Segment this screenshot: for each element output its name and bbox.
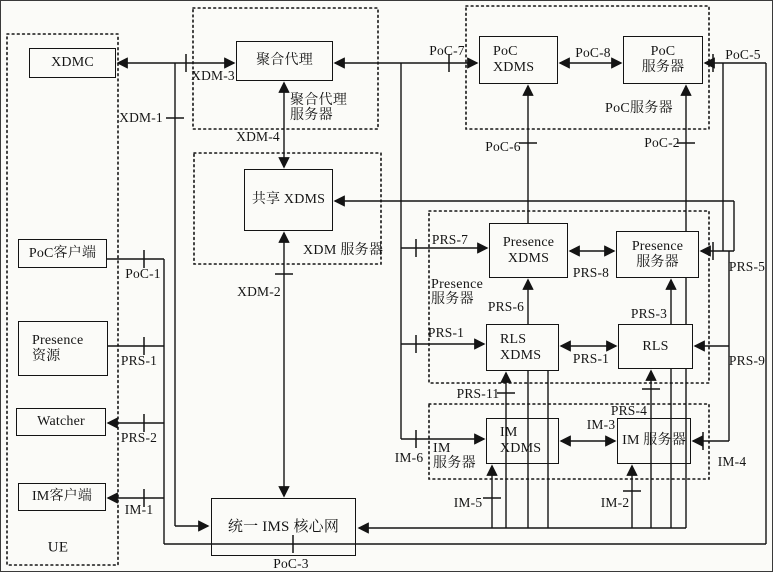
- iface-label-prs-1-left: PRS-1: [427, 325, 465, 340]
- iface-label-prs-2: PRS-2: [120, 430, 158, 445]
- box-rls-label: RLS: [642, 338, 669, 354]
- box-presence-server: [616, 231, 699, 278]
- iface-label-poc-5: PoC-5: [725, 47, 761, 62]
- iface-label-xdm-1: XDM-1: [119, 110, 163, 125]
- box-presence-xdms: [489, 223, 568, 278]
- iface-label-im-5: IM-5: [453, 495, 483, 510]
- iface-label-prs-8: PRS-8: [572, 265, 610, 280]
- iface-label-im-6: IM-6: [394, 450, 424, 465]
- group-label-xdm-server: XDM 服务器: [303, 243, 384, 258]
- box-ims-core-label: 统一 IMS 核心网: [227, 518, 340, 535]
- group-label-presence-server: Presence 服务器: [431, 277, 484, 308]
- group-label-ue: UE: [47, 539, 69, 556]
- box-poc-server-label: PoC 服务器: [641, 44, 685, 75]
- box-presence-server-label: Presence 服务器: [631, 238, 684, 270]
- iface-label-poc-7: PoC-7: [429, 43, 465, 58]
- group-label-agg-proxy-server: 聚合代理 服务器: [290, 93, 348, 124]
- box-aggregation-proxy-label: 聚合代理: [256, 53, 313, 69]
- iface-label-xdm-2: XDM-2: [237, 284, 281, 299]
- box-poc-xdms-label: PoC XDMS: [493, 44, 535, 75]
- iface-label-prs-9: PRS-9: [728, 353, 766, 368]
- group-label-im-server: IM 服务器: [433, 441, 476, 472]
- iface-label-xdm-3: XDM-3: [191, 68, 235, 83]
- box-ims-core: [211, 498, 356, 556]
- iface-label-prs-6: PRS-6: [487, 299, 525, 314]
- box-im-client: [18, 483, 106, 511]
- iface-label-im-1: IM-1: [124, 502, 154, 517]
- box-presence-source: [18, 321, 108, 376]
- box-rls-xdms-label: RLS XDMS: [500, 331, 542, 363]
- iface-label-prs-4: PRS-4: [610, 403, 648, 418]
- iface-label-prs-7: PRS-7: [431, 232, 469, 247]
- iface-label-poc-2: PoC-2: [644, 135, 680, 150]
- box-rls: [618, 324, 693, 369]
- iface-label-poc-8: PoC-8: [575, 45, 611, 60]
- box-watcher-label: Watcher: [37, 414, 85, 430]
- iface-label-prs-3: PRS-3: [630, 306, 668, 321]
- diagram-connector-lines: [1, 1, 773, 572]
- group-borders: [7, 6, 709, 565]
- box-poc-server: [623, 36, 703, 84]
- box-presence-source-label: Presence 资源: [32, 332, 84, 364]
- box-poc-client-label: PoC客户端: [28, 245, 97, 261]
- box-shared-xdms-label: 共享 XDMS: [251, 192, 326, 208]
- iface-label-prs-1-ue: PRS-1: [120, 353, 158, 368]
- box-presence-xdms-label: Presence XDMS: [502, 234, 555, 266]
- box-poc-xdms: [479, 36, 558, 84]
- box-xdmc-label: XDMC: [51, 55, 94, 71]
- iface-label-prs-5: PRS-5: [728, 259, 766, 274]
- box-aggregation-proxy: [236, 41, 333, 81]
- box-im-xdms-label: IM XDMS: [500, 425, 542, 456]
- iface-label-poc-1: PoC-1: [125, 266, 161, 281]
- iface-label-poc-3: PoC-3: [273, 556, 309, 571]
- iface-label-poc-6: PoC-6: [485, 139, 521, 154]
- iface-label-xdm-4: XDM-4: [236, 129, 280, 144]
- iface-label-prs-11: PRS-11: [456, 386, 500, 401]
- box-shared-xdms: [244, 169, 333, 231]
- iface-label-im-4: IM-4: [717, 454, 747, 469]
- box-watcher: [16, 408, 106, 436]
- box-rls-xdms: [486, 324, 559, 371]
- group-label-poc-server: PoC服务器: [605, 101, 673, 116]
- interface-ticks: [144, 54, 713, 553]
- box-xdmc: [29, 48, 116, 78]
- box-im-xdms: [486, 418, 559, 464]
- iface-label-prs-1-mid: PRS-1: [572, 351, 610, 366]
- iface-label-im-2: IM-2: [600, 495, 630, 510]
- iface-label-im-3: IM-3: [586, 417, 616, 432]
- box-im-server-label: IM 服务器: [622, 433, 686, 449]
- box-im-client-label: IM客户端: [31, 489, 93, 505]
- box-im-server: [617, 418, 691, 464]
- box-poc-client: [18, 239, 107, 268]
